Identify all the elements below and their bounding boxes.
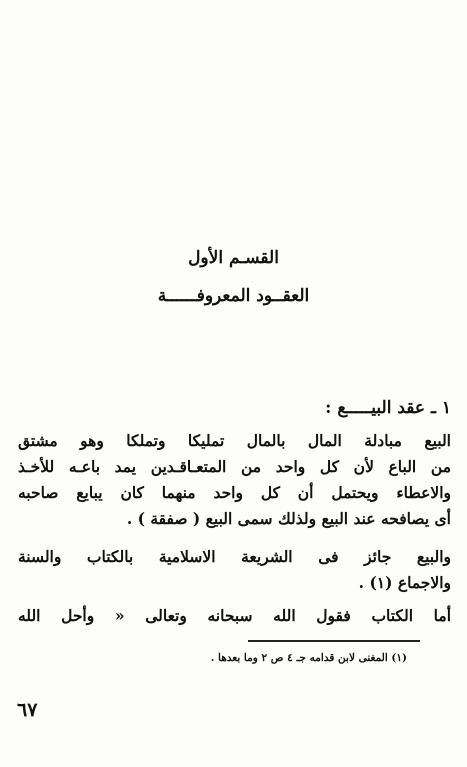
chapter-heading: العقــود المعروفــــــة <box>157 286 310 306</box>
text-line: أى يصافحه عند البيع ولذلك سمى البيع ( صفقة ) . <box>126 509 451 528</box>
page-number: ٦٧ <box>17 699 38 721</box>
paragraph-definition <box>18 428 451 532</box>
footnote-divider <box>248 640 420 642</box>
text-line: البيع مبادلة المال بالمال تمليكا وتملكا وهو مشتق <box>18 431 451 450</box>
part-heading: القسـم الأول <box>188 248 279 268</box>
text-line: من الباع لأن كل واحد من المتعـاقـدين يمد باعـه للأخـذ <box>18 457 451 476</box>
text-line: والاعطاء ويحتمل أن كل واحد منهما كان يبايع صاحبه <box>18 483 451 502</box>
paragraph-quran <box>18 603 451 629</box>
paragraph-legality <box>18 544 451 596</box>
text-line: والبيع جائز فى الشريعة الاسلامية بالكتاب والسنة <box>18 547 451 566</box>
section-title: ١ ـ عقد البيـــــع : <box>325 398 451 418</box>
text-line: والاجماع (١) . <box>358 573 451 592</box>
text-line: أما الكتاب فقول الله سبحانه وتعالى « وأحل الله <box>18 606 451 625</box>
footnote: (١) المغنى لابن قدامه جـ ٤ ص ٢ وما بعدها . <box>210 652 407 664</box>
